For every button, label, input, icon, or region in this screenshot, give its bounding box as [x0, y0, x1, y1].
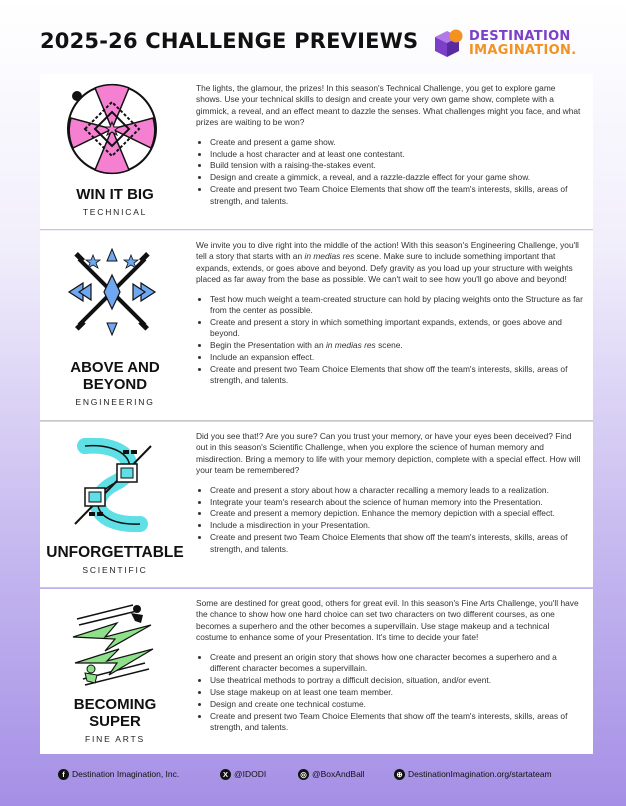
card-intro: The lights, the glamour, the prizes! In this season's Technical Challenge, you get to explore game shows. Use your technical skills to design and create your very own game show, complete with a gimmick, a reveal, and an effect meant to dazzle the senses. What challenges might you face, and what prizes are waiting to be won?: [196, 83, 581, 128]
card-title-line2: SUPER: [89, 713, 141, 730]
card-bullet-list: [196, 137, 583, 207]
website-link[interactable]: [394, 769, 552, 780]
list-item: • Build tension with a raising-the-stakes event.: [210, 160, 583, 171]
intro-emphasis: in medias res: [304, 251, 355, 262]
intro-text: scene. Make sure to include something important that expands, extends, or goes above and beyond. Defy gravity as you load up your structure with weights placed as far away from the base as possible. We can't wait to see how you'll go above and beyond!: [196, 251, 573, 285]
card-left-panel: [40, 589, 184, 754]
list-item: • Create and present a game show.: [210, 137, 583, 148]
list-item: • Include a host character and at least one contestant.: [210, 149, 583, 160]
list-item: • Integrate your team's research about the science of human memory into the Presentation.: [210, 497, 583, 508]
game-show-wheel-icon: [65, 82, 159, 176]
page-footer: [0, 764, 626, 788]
challenge-card-fine-arts: [40, 589, 593, 754]
card-left-panel: [40, 231, 184, 420]
card-bullet-list: [196, 652, 583, 734]
intro-text: We invite you to dive right into the middle of the action! With this season's Engineering Challenge, you'll tell a story that starts with an: [196, 240, 579, 262]
list-item: • Create and present two Team Choice Elements that show off the team's interests, skills, areas of strength, and talents.: [210, 532, 583, 555]
facebook-label: Destination Imagination, Inc.: [72, 769, 180, 779]
card-title: UNFORGETTABLE: [46, 544, 184, 561]
card-description: [196, 240, 583, 387]
x-label: @IDODI: [234, 769, 267, 779]
card-category: SCIENTIFIC: [82, 565, 148, 575]
website-label: DestinationImagination.org/startateam: [408, 769, 552, 779]
card-intro: Some are destined for great good, others for great evil. In this season's Fine Arts Challenge, you'll have the chance to show how one hard choice can set two characters on two different courses, as one becomes a superhero and the other becomes a supervillain. Use stage makeup and a technical costume to enhance some of your Presentation. It's time to decide your fate!: [196, 598, 579, 643]
logo-text-imagination: IMAGINATION.: [469, 43, 577, 58]
destination-imagination-logo[interactable]: [433, 26, 593, 62]
card-description: [196, 598, 583, 734]
list-item: • Use stage makeup on at least one team member.: [210, 687, 583, 698]
card-description: [196, 431, 583, 556]
card-left-panel: [40, 74, 184, 229]
page-title: 2025-26 CHALLENGE PREVIEWS: [40, 29, 419, 53]
instagram-icon: ◎: [298, 769, 309, 780]
logo-cube-icon: [433, 28, 463, 58]
card-title: WIN IT BIG: [76, 186, 154, 203]
list-item: • Include an expansion effect.: [210, 352, 583, 363]
card-intro: Did you see that!? Are you sure? Can you trust your memory, or have your eyes been deceived? Find out in this season's Scientific Challenge, when you explore the science of human memory and misdirection. Bring a memory to life with your memory depiction, complete with a special effect. How will your team be remembered?: [196, 431, 581, 476]
list-item: • Design and create a gimmick, a reveal, and a razzle-dazzle effect for your game show.: [210, 172, 583, 183]
bullet-text: Begin the Presentation with an: [210, 340, 326, 351]
list-item: • Test how much weight a team-created structure can hold by placing weights onto the Structure as far from the center as possible.: [210, 294, 583, 317]
list-item: • Create and present a story about how a character recalling a memory leads to a realization.: [210, 485, 583, 496]
challenge-card-engineering: [40, 231, 593, 421]
x-icon: X: [220, 769, 231, 780]
card-bullet-list: [196, 294, 583, 387]
card-intro: [196, 240, 583, 286]
card-left-panel: [40, 422, 184, 587]
card-title-line1: BECOMING: [73, 696, 157, 713]
instagram-label: @BoxAndBall: [312, 769, 365, 779]
card-title-line2: BEYOND: [82, 376, 148, 393]
list-item: • Create and present two Team Choice Elements that show off the team's interests, skills, areas of strength, and talents.: [210, 184, 583, 207]
page-header: [0, 0, 626, 72]
list-item: • Create and present a story in which something important expands, extends, or goes above and beyond.: [210, 317, 583, 340]
card-bullet-list: [196, 485, 583, 555]
card-title-line1: ABOVE AND: [70, 359, 160, 376]
logo-text-destination: DESTINATION: [469, 29, 571, 44]
challenge-card-scientific: [40, 422, 593, 588]
card-category: TECHNICAL: [82, 207, 148, 217]
card-category: FINE ARTS: [85, 734, 145, 744]
card-description: [196, 83, 583, 208]
list-item: [210, 340, 583, 351]
weights-stars-arrows-icon: [65, 245, 159, 339]
instagram-link[interactable]: [298, 769, 365, 780]
card-category: ENGINEERING: [75, 397, 155, 407]
memory-film-strip-icon: [65, 438, 159, 532]
list-item: • Include a misdirection in your Presentation.: [210, 520, 583, 531]
list-item: • Create and present two Team Choice Elements that show off the team's interests, skills, areas of strength, and talents.: [210, 711, 583, 734]
list-item: • Use theatrical methods to portray a difficult decision, situation, and/or event.: [210, 675, 583, 686]
x-link[interactable]: [220, 769, 266, 780]
list-item: • Create and present two Team Choice Elements that show off the team's interests, skills, areas of strength, and talents.: [210, 364, 583, 387]
globe-icon: ⊕: [394, 769, 405, 780]
facebook-icon: f: [58, 769, 69, 780]
list-item: • Design and create one technical costume.: [210, 699, 583, 710]
facebook-link[interactable]: [58, 769, 179, 780]
list-item: • Create and present an origin story that shows how one character becomes a superhero and a different character becomes a supervillain.: [210, 652, 583, 675]
hero-villain-lightning-icon: [65, 597, 159, 691]
bullet-text: scene.: [375, 340, 403, 351]
challenge-card-technical: [40, 74, 593, 230]
bullet-emphasis: in medias res: [325, 340, 376, 351]
list-item: • Create and present a memory depiction. Enhance the memory depiction with a special effect.: [210, 508, 583, 519]
